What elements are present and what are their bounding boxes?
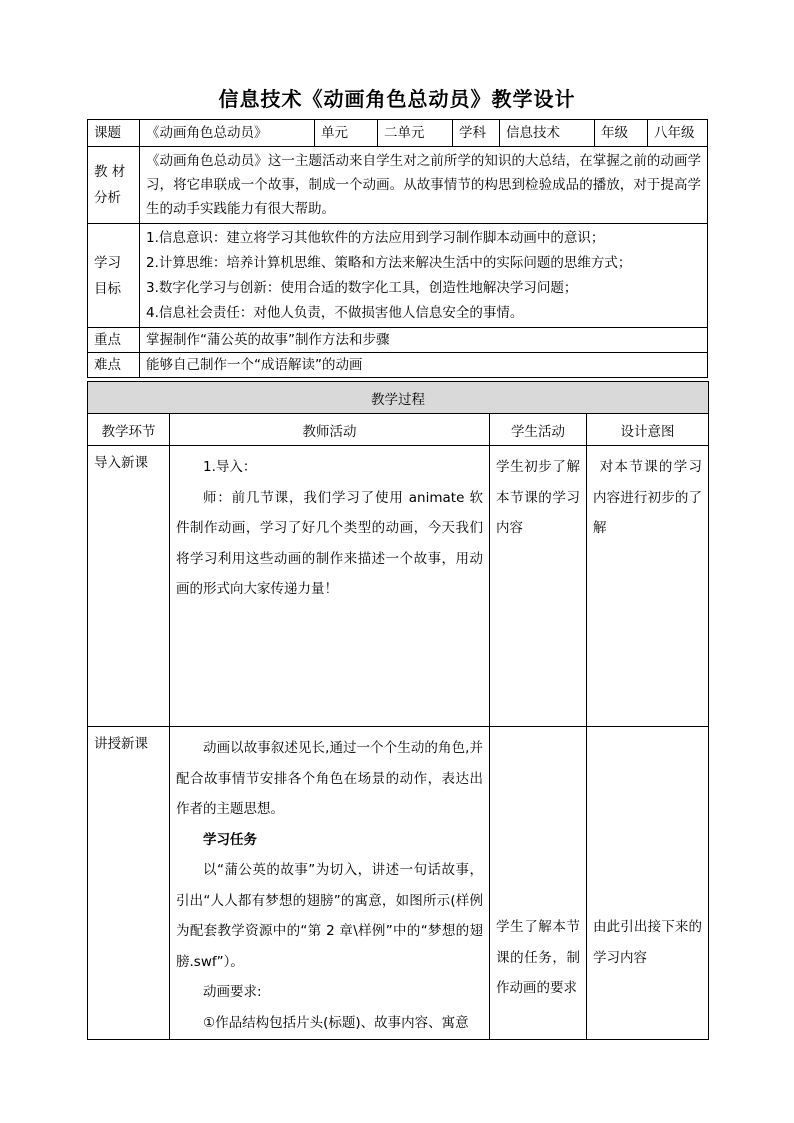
lesson-info-table (87, 119, 708, 378)
document-title: 信息技术《动画角色总动员》教学设计 (218, 87, 576, 111)
design-intent-cell: 由此引出接下来的学习内容 (587, 727, 709, 1040)
stage-cell: 导入新课 (88, 446, 170, 727)
student-activity-cell: 学生了解本节课的任务，制作动画的要求 (490, 727, 587, 1040)
column-header-stage: 教学环节 (88, 414, 170, 446)
grade-label: 年级 (595, 120, 648, 147)
goal-item: 4.信息社会责任：对他人负责，不做损害他人信息安全的事情。 (146, 304, 524, 321)
goals-list (140, 224, 708, 328)
column-header-student: 学生活动 (490, 414, 587, 446)
course-value: 《动画角色总动员》 (140, 120, 315, 147)
teacher-paragraph: 师：前几节课，我们学习了使用 animate 软件制作动画，学习了好几个类型的动画，今天我们将学习利用这些动画的制作来描述一个故事，用动画的形式向大家传递力量！ (176, 489, 483, 597)
teaching-process-table (87, 381, 709, 1040)
key-point-text: 掌握制作“蒲公英的故事”制作方法和步骤 (140, 328, 708, 353)
difficulty-text: 能够自己制作一个“成语解读”的动画 (140, 353, 708, 378)
unit-value: 二单元 (378, 120, 453, 147)
analysis-text: 《动画角色总动员》这一主题活动来自学生对之前所学的知识的大总结，在掌握之前的动画学习，将它串联成一个故事，制成一个动画。从故事情节的构思到检验成品的播放，对于提高学生的动手实践能力有很大帮助。 (140, 147, 708, 224)
goal-item: 3.数字化学习与创新：使用合适的数字化工具，创造性地解决学习问题； (146, 279, 578, 296)
process-heading: 教学过程 (88, 382, 709, 414)
subject-value: 信息技术 (500, 120, 595, 147)
unit-label: 单元 (315, 120, 378, 147)
goals-label: 学习 目标 (88, 224, 140, 328)
teacher-paragraph: 以“蒲公英的故事”为切入，讲述一句话故事，引出“人人都有梦想的翅膀”的寓意，如图所示(样例为配套教学资源中的“第 2 章\样例”中的“梦想的翅膀.swf”）。 (176, 862, 483, 970)
design-intent-cell: 对本节课的学习内容进行初步的了解 (587, 446, 709, 727)
teacher-paragraph: 1.导入： (203, 459, 257, 475)
teacher-activity-cell (170, 446, 490, 727)
table-row (88, 446, 709, 727)
key-point-label: 重点 (88, 328, 140, 353)
table-row (88, 727, 709, 1040)
analysis-label: 教 材 分析 (88, 147, 140, 224)
goal-item: 1.信息意识：建立将学习其他软件的方法应用到学习制作脚本动画中的意识； (146, 229, 605, 246)
teacher-paragraph: 动画要求: (203, 984, 262, 1000)
teacher-activity-cell (170, 727, 490, 1040)
student-activity-cell: 学生初步了解本节课的学习内容 (490, 446, 587, 727)
stage-cell: 讲授新课 (88, 727, 170, 1040)
column-header-teacher: 教师活动 (170, 414, 490, 446)
difficulty-label: 难点 (88, 353, 140, 378)
task-heading: 学习任务 (203, 831, 257, 848)
subject-label: 学科 (453, 120, 500, 147)
column-header-intent: 设计意图 (587, 414, 709, 446)
grade-value: 八年级 (648, 120, 708, 147)
teacher-paragraph: ①作品结构包括片头(标题)、故事内容、寓意 (203, 1014, 469, 1031)
teacher-paragraph: 动画以故事叙述见长,通过一个个生动的角色,并配合故事情节安排各个角色在场景的动作，表达出作者的主题思想。 (176, 740, 483, 817)
course-label: 课题 (88, 120, 140, 147)
goal-item: 2.计算思维：培养计算机思维、策略和方法来解决生活中的实际问题的思维方式； (146, 254, 632, 271)
